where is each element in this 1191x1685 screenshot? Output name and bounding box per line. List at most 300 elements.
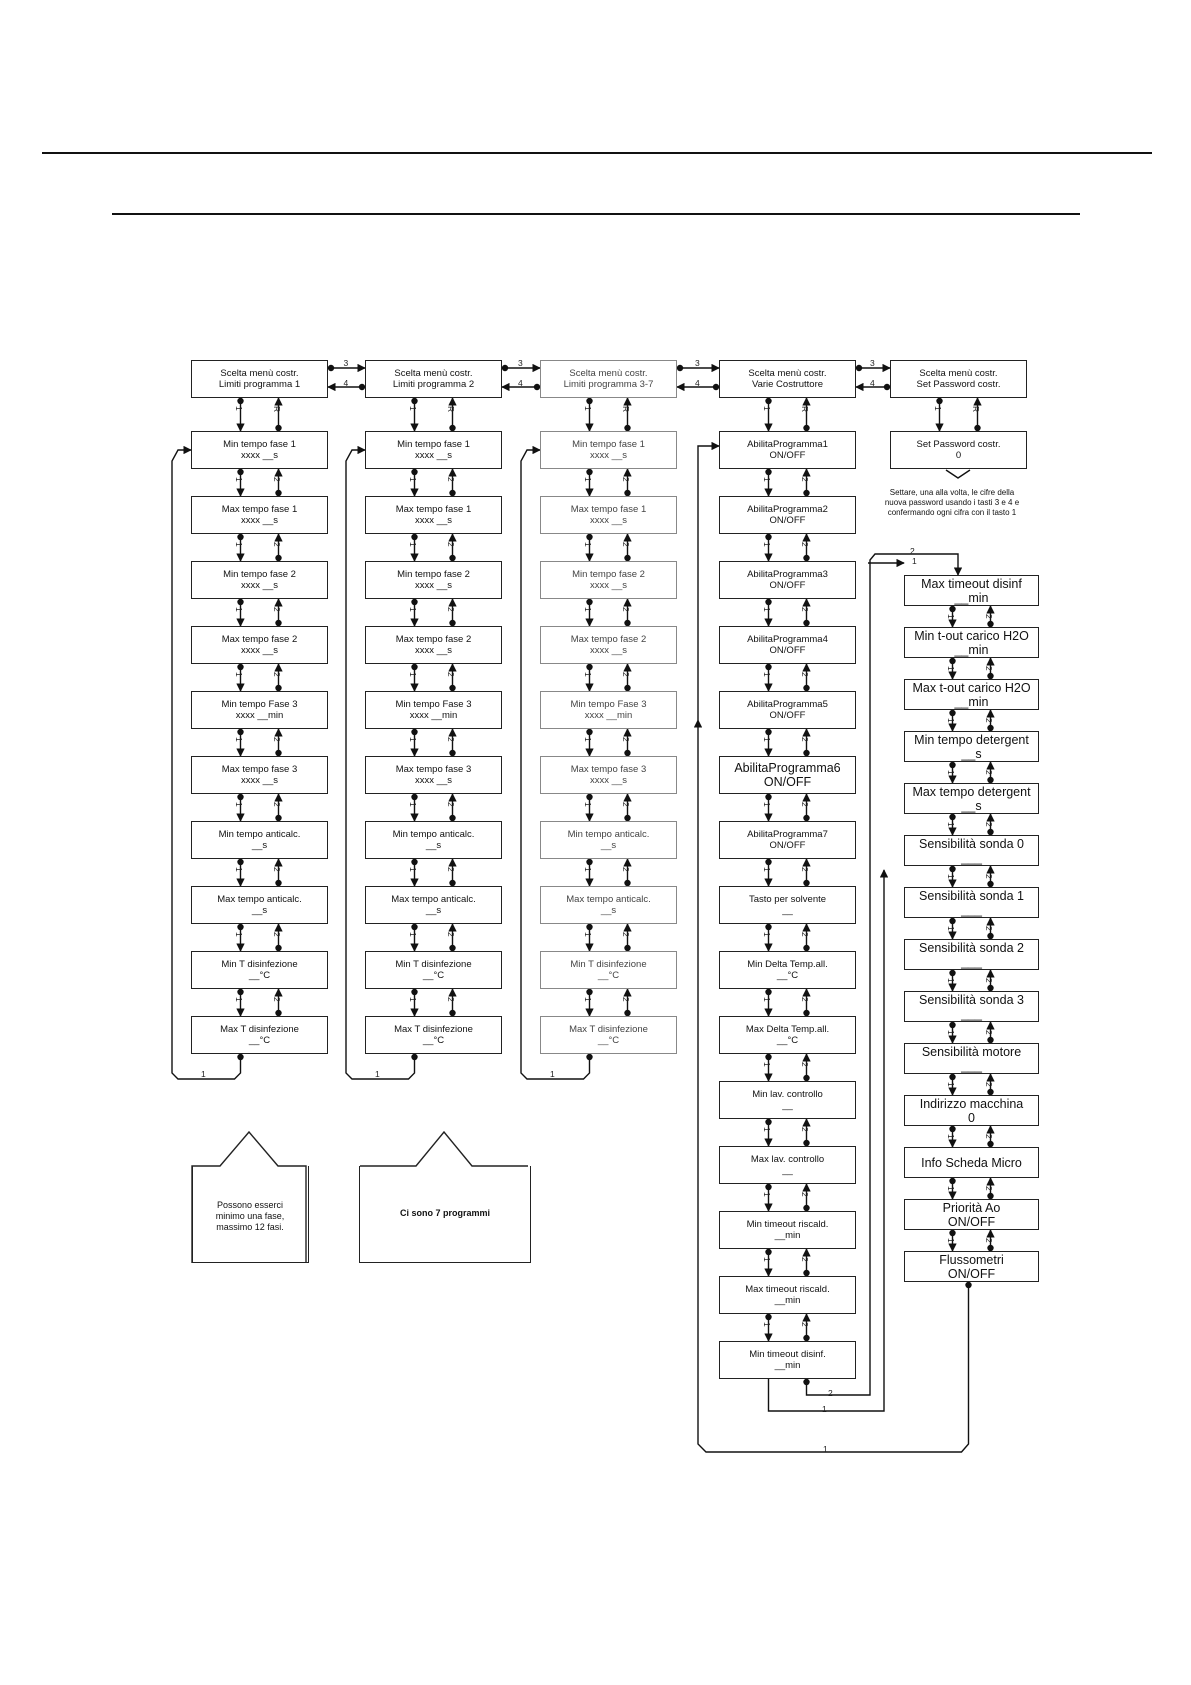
col1-step-1-value: xxxx __s — [241, 450, 278, 461]
col1-step-2-title: Max tempo fase 1 — [221, 504, 298, 515]
varie-step-5-value: ON/OFF — [769, 710, 806, 721]
key-label: R — [271, 406, 282, 413]
connector-dot — [411, 599, 417, 605]
key-label: 2 — [983, 718, 994, 723]
col2-step-3-value: xxxx __s — [415, 580, 452, 591]
connector-dot — [237, 1054, 243, 1060]
right-step-10 — [904, 1043, 1039, 1074]
col2-step-5 — [365, 691, 502, 729]
col2-step-8-title: Max tempo anticalc. — [391, 894, 476, 905]
col2-step-7-value: __s — [425, 840, 442, 851]
col3-step-9-value: __°C — [597, 970, 620, 981]
right-step-6-value: ___ — [961, 850, 982, 865]
col2-step-2-value: xxxx __s — [415, 515, 452, 526]
col3-step-10-value: __°C — [597, 1035, 620, 1046]
col3-step-4-title: Max tempo fase 2 — [570, 634, 647, 645]
menu-box-3 — [540, 360, 677, 398]
key-label: 2 — [445, 932, 456, 937]
col1-step-8-value: __s — [251, 905, 268, 916]
col1-step-4-value: xxxx __s — [241, 645, 278, 656]
key-label: 2 — [271, 932, 282, 937]
right-step-11-value: 0 — [968, 1110, 975, 1125]
right-step-3-title: Max t-out carico H2O — [912, 680, 1031, 695]
key-label: 1 — [761, 1062, 772, 1067]
col1-step-6-value: xxxx __s — [241, 775, 278, 786]
col2-step-3-title: Min tempo fase 2 — [397, 569, 470, 580]
varie-step-10 — [719, 1016, 856, 1054]
key-label: 2 — [620, 477, 631, 482]
connector-dot — [765, 1119, 771, 1125]
key-label: 2 — [910, 546, 915, 556]
connector-dot — [237, 398, 243, 404]
varie-step-8 — [719, 886, 856, 924]
password-box-value: 0 — [955, 450, 962, 461]
key-label: 1 — [233, 477, 244, 482]
key-label: 1 — [761, 932, 772, 937]
connector-dot — [803, 1379, 809, 1385]
connector-dot — [586, 794, 592, 800]
key-label: 2 — [271, 542, 282, 547]
col1-step-4 — [191, 626, 328, 664]
right-step-7-title: Sensibilità sonda 1 — [919, 888, 1024, 903]
varie-step-6 — [719, 756, 856, 794]
key-label: 1 — [582, 802, 593, 807]
col1-step-9-title: Min T disinfezione — [221, 959, 298, 970]
menu-box-1-value: Limiti programma 1 — [218, 379, 301, 390]
right-step-12 — [904, 1147, 1039, 1178]
connector-dot — [949, 970, 955, 976]
col2-step-5-value: xxxx __min — [409, 710, 458, 721]
connector-dot — [965, 1282, 971, 1288]
key-label: 2 — [799, 997, 810, 1002]
connector-dot — [586, 664, 592, 670]
connector-dot — [765, 534, 771, 540]
key-label: 2 — [983, 614, 994, 619]
key-label: 1 — [582, 607, 593, 612]
col3-step-1-value: xxxx __s — [590, 450, 627, 461]
connector-dot — [765, 989, 771, 995]
key-label: 1 — [582, 867, 593, 872]
col1-step-8-title: Max tempo anticalc. — [217, 894, 302, 905]
menu-box-5-title: Scelta menù costr. — [919, 368, 998, 379]
key-label: 2 — [620, 932, 631, 937]
key-label: 1 — [407, 542, 418, 547]
right-step-9-title: Sensibilità sonda 3 — [919, 992, 1024, 1007]
connector-dot — [765, 664, 771, 670]
col2-step-5-title: Min tempo Fase 3 — [395, 699, 472, 710]
col3-step-5 — [540, 691, 677, 729]
key-label: 2 — [271, 672, 282, 677]
right-step-8 — [904, 939, 1039, 970]
key-label: 2 — [271, 737, 282, 742]
col3-step-6-title: Max tempo fase 3 — [570, 764, 647, 775]
key-label: R — [799, 406, 810, 413]
connector-dot — [949, 1230, 955, 1236]
key-label: 1 — [582, 477, 593, 482]
key-label: 2 — [983, 666, 994, 671]
key-label: 2 — [271, 802, 282, 807]
varie-step-1-value: ON/OFF — [769, 450, 806, 461]
varie-step-9-value: __°C — [776, 970, 799, 981]
varie-step-4-value: ON/OFF — [769, 645, 806, 656]
key-label: 1 — [407, 477, 418, 482]
right-step-14 — [904, 1251, 1039, 1282]
col1-step-5-title: Min tempo Fase 3 — [221, 699, 298, 710]
key-label: 2 — [799, 1192, 810, 1197]
col2-step-9-value: __°C — [422, 970, 445, 981]
col1-step-10-value: __°C — [248, 1035, 271, 1046]
key-label: 1 — [550, 1069, 555, 1079]
connector-dot — [586, 729, 592, 735]
connector-dot — [765, 1314, 771, 1320]
varie-step-4 — [719, 626, 856, 664]
menu-box-1 — [191, 360, 328, 398]
varie-step-7-title: AbilitaProgramma7 — [747, 829, 828, 840]
right-step-11 — [904, 1095, 1039, 1126]
key-label: 1 — [945, 822, 956, 827]
col3-step-3 — [540, 561, 677, 599]
right-step-4 — [904, 731, 1039, 762]
key-label: 2 — [445, 477, 456, 482]
varie-step-8-value: __ — [782, 905, 793, 916]
connector-dot — [411, 859, 417, 865]
key-label: 1 — [945, 666, 956, 671]
connector-dot — [765, 1184, 771, 1190]
col1-step-10 — [191, 1016, 328, 1054]
varie-step-2 — [719, 496, 856, 534]
connector-dot — [237, 859, 243, 865]
key-label: 1 — [233, 802, 244, 807]
menu-box-2-title: Scelta menù costr. — [394, 368, 473, 379]
col3-step-1 — [540, 431, 677, 469]
key-label: 3 — [518, 358, 523, 368]
connector-dot — [411, 534, 417, 540]
key-label: 2 — [799, 737, 810, 742]
connector-dot — [949, 762, 955, 768]
key-label: 2 — [271, 477, 282, 482]
connector-dot — [586, 1054, 592, 1060]
key-label: 1 — [945, 1082, 956, 1087]
right-step-5-value: __s — [961, 798, 982, 813]
key-label: 1 — [945, 1134, 956, 1139]
key-label: R — [620, 406, 631, 413]
connector-dot — [502, 365, 508, 371]
key-label: 1 — [582, 406, 593, 411]
key-label: 1 — [761, 607, 772, 612]
connector-dot — [765, 859, 771, 865]
connector-dot — [237, 664, 243, 670]
key-label: 2 — [445, 867, 456, 872]
key-label: 1 — [233, 607, 244, 612]
right-step-14-value: ON/OFF — [947, 1266, 996, 1281]
key-label: 1 — [761, 1127, 772, 1132]
key-label: 2 — [620, 737, 631, 742]
key-label: 1 — [233, 542, 244, 547]
col2-step-1-value: xxxx __s — [415, 450, 452, 461]
col3-step-3-title: Min tempo fase 2 — [572, 569, 645, 580]
key-label: 1 — [233, 672, 244, 677]
col2-step-8 — [365, 886, 502, 924]
key-label: 1 — [761, 867, 772, 872]
callout-programs: Ci sono 7 programmi — [399, 1208, 490, 1218]
right-step-12-title: Info Scheda Micro — [921, 1155, 1022, 1170]
key-label: 1 — [407, 867, 418, 872]
menu-box-4 — [719, 360, 856, 398]
col2-step-4-title: Max tempo fase 2 — [395, 634, 472, 645]
varie-step-9-title: Min Delta Temp.all. — [747, 959, 828, 970]
col3-step-8-title: Max tempo anticalc. — [566, 894, 651, 905]
varie-step-13 — [719, 1211, 856, 1249]
varie-step-3-value: ON/OFF — [769, 580, 806, 591]
col1-step-7-value: __s — [251, 840, 268, 851]
connector-dot — [856, 365, 862, 371]
col3-step-9 — [540, 951, 677, 989]
key-label: 1 — [582, 672, 593, 677]
key-label: 2 — [445, 607, 456, 612]
connector-dot — [949, 1178, 955, 1184]
key-label: 1 — [945, 1238, 956, 1243]
varie-step-11 — [719, 1081, 856, 1119]
key-label: 1 — [761, 542, 772, 547]
key-label: 2 — [799, 607, 810, 612]
key-label: 2 — [983, 770, 994, 775]
right-step-2-value: __min — [954, 642, 989, 657]
connector-dot — [765, 599, 771, 605]
varie-step-11-value: __ — [782, 1100, 793, 1111]
key-label: 2 — [983, 978, 994, 983]
key-label: 1 — [932, 406, 943, 411]
key-label: 1 — [233, 406, 244, 411]
key-label: 1 — [407, 607, 418, 612]
connector-dot — [949, 658, 955, 664]
key-label: 2 — [799, 672, 810, 677]
col1-step-9-value: __°C — [248, 970, 271, 981]
col1-step-2-value: xxxx __s — [241, 515, 278, 526]
col1-step-5-value: xxxx __min — [235, 710, 284, 721]
varie-step-8-title: Tasto per solvente — [748, 894, 827, 905]
key-label: 2 — [271, 997, 282, 1002]
connector-dot — [586, 398, 592, 404]
key-label: 1 — [582, 997, 593, 1002]
varie-step-4-title: AbilitaProgramma4 — [747, 634, 828, 645]
varie-step-15-title: Min timeout disinf. — [749, 1349, 826, 1360]
key-label: 1 — [375, 1069, 380, 1079]
right-step-1-value: __min — [954, 590, 989, 605]
col3-step-10 — [540, 1016, 677, 1054]
menu-box-3-value: Limiti programma 3-7 — [563, 379, 654, 390]
varie-step-10-title: Max Delta Temp.all. — [745, 1024, 830, 1035]
key-label: 1 — [407, 997, 418, 1002]
col1-step-6-title: Max tempo fase 3 — [221, 764, 298, 775]
key-label: 2 — [799, 867, 810, 872]
key-label: 2 — [983, 1134, 994, 1139]
connector-dot — [586, 469, 592, 475]
right-step-5-title: Max tempo detergent — [912, 784, 1031, 799]
right-step-1-title: Max timeout disinf — [921, 576, 1022, 591]
key-label: 2 — [445, 802, 456, 807]
key-label: 2 — [799, 1062, 810, 1067]
right-step-7 — [904, 887, 1039, 918]
col1-step-3-title: Min tempo fase 2 — [223, 569, 296, 580]
key-label: 1 — [201, 1069, 206, 1079]
col2-step-3 — [365, 561, 502, 599]
right-step-3-value: __min — [954, 694, 989, 709]
col1-step-3 — [191, 561, 328, 599]
col2-step-2-title: Max tempo fase 1 — [395, 504, 472, 515]
key-label: 2 — [983, 1186, 994, 1191]
col2-step-7 — [365, 821, 502, 859]
right-step-2-title: Min t-out carico H2O — [914, 628, 1029, 643]
varie-step-14 — [719, 1276, 856, 1314]
col3-step-2-title: Max tempo fase 1 — [570, 504, 647, 515]
connector-dot — [949, 814, 955, 820]
col2-step-4 — [365, 626, 502, 664]
right-step-8-title: Sensibilità sonda 2 — [919, 940, 1024, 955]
connector-dot — [237, 599, 243, 605]
key-label: 2 — [799, 542, 810, 547]
connector-dot — [328, 365, 334, 371]
password-box-title: Set Password costr. — [916, 439, 1001, 450]
varie-step-5-title: AbilitaProgramma5 — [747, 699, 828, 710]
right-step-6-title: Sensibilità sonda 0 — [919, 836, 1024, 851]
callout-phases-box — [192, 1166, 309, 1263]
varie-step-1-title: AbilitaProgramma1 — [747, 439, 828, 450]
connector-dot — [237, 729, 243, 735]
connector-dot — [237, 924, 243, 930]
key-label: R — [445, 406, 456, 413]
col3-step-2-value: xxxx __s — [590, 515, 627, 526]
right-step-11-title: Indirizzo macchina — [919, 1096, 1024, 1111]
col1-step-6 — [191, 756, 328, 794]
varie-step-7-value: ON/OFF — [769, 840, 806, 851]
right-step-10-title: Sensibilità motore — [921, 1044, 1022, 1059]
key-label: 1 — [233, 737, 244, 742]
key-label: 3 — [695, 358, 700, 368]
col2-step-6-title: Max tempo fase 3 — [395, 764, 472, 775]
col2-step-10 — [365, 1016, 502, 1054]
col3-step-4-value: xxxx __s — [590, 645, 627, 656]
key-label: 2 — [271, 867, 282, 872]
connector-dot — [411, 664, 417, 670]
right-step-9-value: ___ — [961, 1006, 982, 1021]
key-label: 1 — [945, 614, 956, 619]
varie-step-6-value: ON/OFF — [763, 775, 812, 789]
key-label: 1 — [407, 802, 418, 807]
col2-step-1 — [365, 431, 502, 469]
key-label: 1 — [761, 737, 772, 742]
varie-step-3 — [719, 561, 856, 599]
col3-step-8-value: __s — [600, 905, 617, 916]
right-step-2 — [904, 627, 1039, 658]
connector-dot — [765, 1249, 771, 1255]
key-label: 1 — [912, 556, 917, 566]
right-step-10-value: ___ — [961, 1058, 982, 1073]
connector-dot — [411, 924, 417, 930]
connector-dot — [237, 794, 243, 800]
varie-step-5 — [719, 691, 856, 729]
key-label: 1 — [945, 770, 956, 775]
key-label: 4 — [870, 378, 875, 388]
key-label: 2 — [799, 1322, 810, 1327]
varie-step-15 — [719, 1341, 856, 1379]
connector-dot — [949, 918, 955, 924]
varie-step-12 — [719, 1146, 856, 1184]
key-label: 4 — [695, 378, 700, 388]
key-label: 2 — [983, 822, 994, 827]
connector-dot — [586, 599, 592, 605]
key-label: 1 — [233, 867, 244, 872]
key-label: 2 — [799, 477, 810, 482]
col1-step-1-title: Min tempo fase 1 — [223, 439, 296, 450]
col3-step-10-title: Max T disinfezione — [569, 1024, 648, 1035]
right-step-4-title: Min tempo detergent — [914, 732, 1029, 747]
connector-dot — [765, 924, 771, 930]
key-label: 1 — [582, 932, 593, 937]
key-label: 4 — [518, 378, 523, 388]
key-label: 1 — [761, 1192, 772, 1197]
col2-step-7-title: Min tempo anticalc. — [392, 829, 475, 840]
password-note: Settare, una alla volta, le cifre della nuova password usando i tasti 3 e 4 e confermando ogni cifra con il tasto 1 — [884, 488, 1020, 517]
connector-dot — [765, 794, 771, 800]
menu-box-5-value: Set Password costr. — [916, 379, 1001, 390]
connector-dot — [586, 989, 592, 995]
col2-step-1-title: Min tempo fase 1 — [397, 439, 470, 450]
connector-dot — [586, 924, 592, 930]
key-label: 3 — [343, 358, 349, 368]
key-label: 3 — [870, 358, 875, 368]
right-step-13 — [904, 1199, 1039, 1230]
col3-step-2 — [540, 496, 677, 534]
varie-step-2-title: AbilitaProgramma2 — [747, 504, 828, 515]
key-label: 2 — [983, 926, 994, 931]
connector-dot — [765, 1054, 771, 1060]
key-label: 2 — [620, 607, 631, 612]
connector-line — [698, 446, 719, 720]
menu-box-4-value: Varie Costruttore — [751, 379, 824, 390]
varie-step-13-value: __min — [774, 1230, 801, 1241]
right-step-9 — [904, 991, 1039, 1022]
col3-step-3-value: xxxx __s — [590, 580, 627, 591]
key-label: 2 — [620, 997, 631, 1002]
col3-step-8 — [540, 886, 677, 924]
col2-step-6-value: xxxx __s — [415, 775, 452, 786]
connector-dot — [949, 710, 955, 716]
col2-step-9 — [365, 951, 502, 989]
key-label: 2 — [799, 802, 810, 807]
varie-step-7 — [719, 821, 856, 859]
key-label: 1 — [945, 718, 956, 723]
right-step-1 — [904, 575, 1039, 606]
col1-step-7-title: Min tempo anticalc. — [218, 829, 301, 840]
key-label: 1 — [233, 932, 244, 937]
col2-step-9-title: Min T disinfezione — [395, 959, 472, 970]
col3-step-7 — [540, 821, 677, 859]
brace — [946, 470, 970, 478]
key-label: 1 — [761, 997, 772, 1002]
right-step-7-value: ___ — [961, 902, 982, 917]
varie-step-1 — [719, 431, 856, 469]
col1-step-3-value: xxxx __s — [241, 580, 278, 591]
connector-dot — [949, 866, 955, 872]
connector-dot — [411, 469, 417, 475]
key-label: R — [970, 406, 981, 413]
key-label: 2 — [620, 542, 631, 547]
col3-step-1-title: Min tempo fase 1 — [572, 439, 645, 450]
connector-dot — [586, 859, 592, 865]
col3-step-6 — [540, 756, 677, 794]
right-step-6 — [904, 835, 1039, 866]
col2-step-2 — [365, 496, 502, 534]
